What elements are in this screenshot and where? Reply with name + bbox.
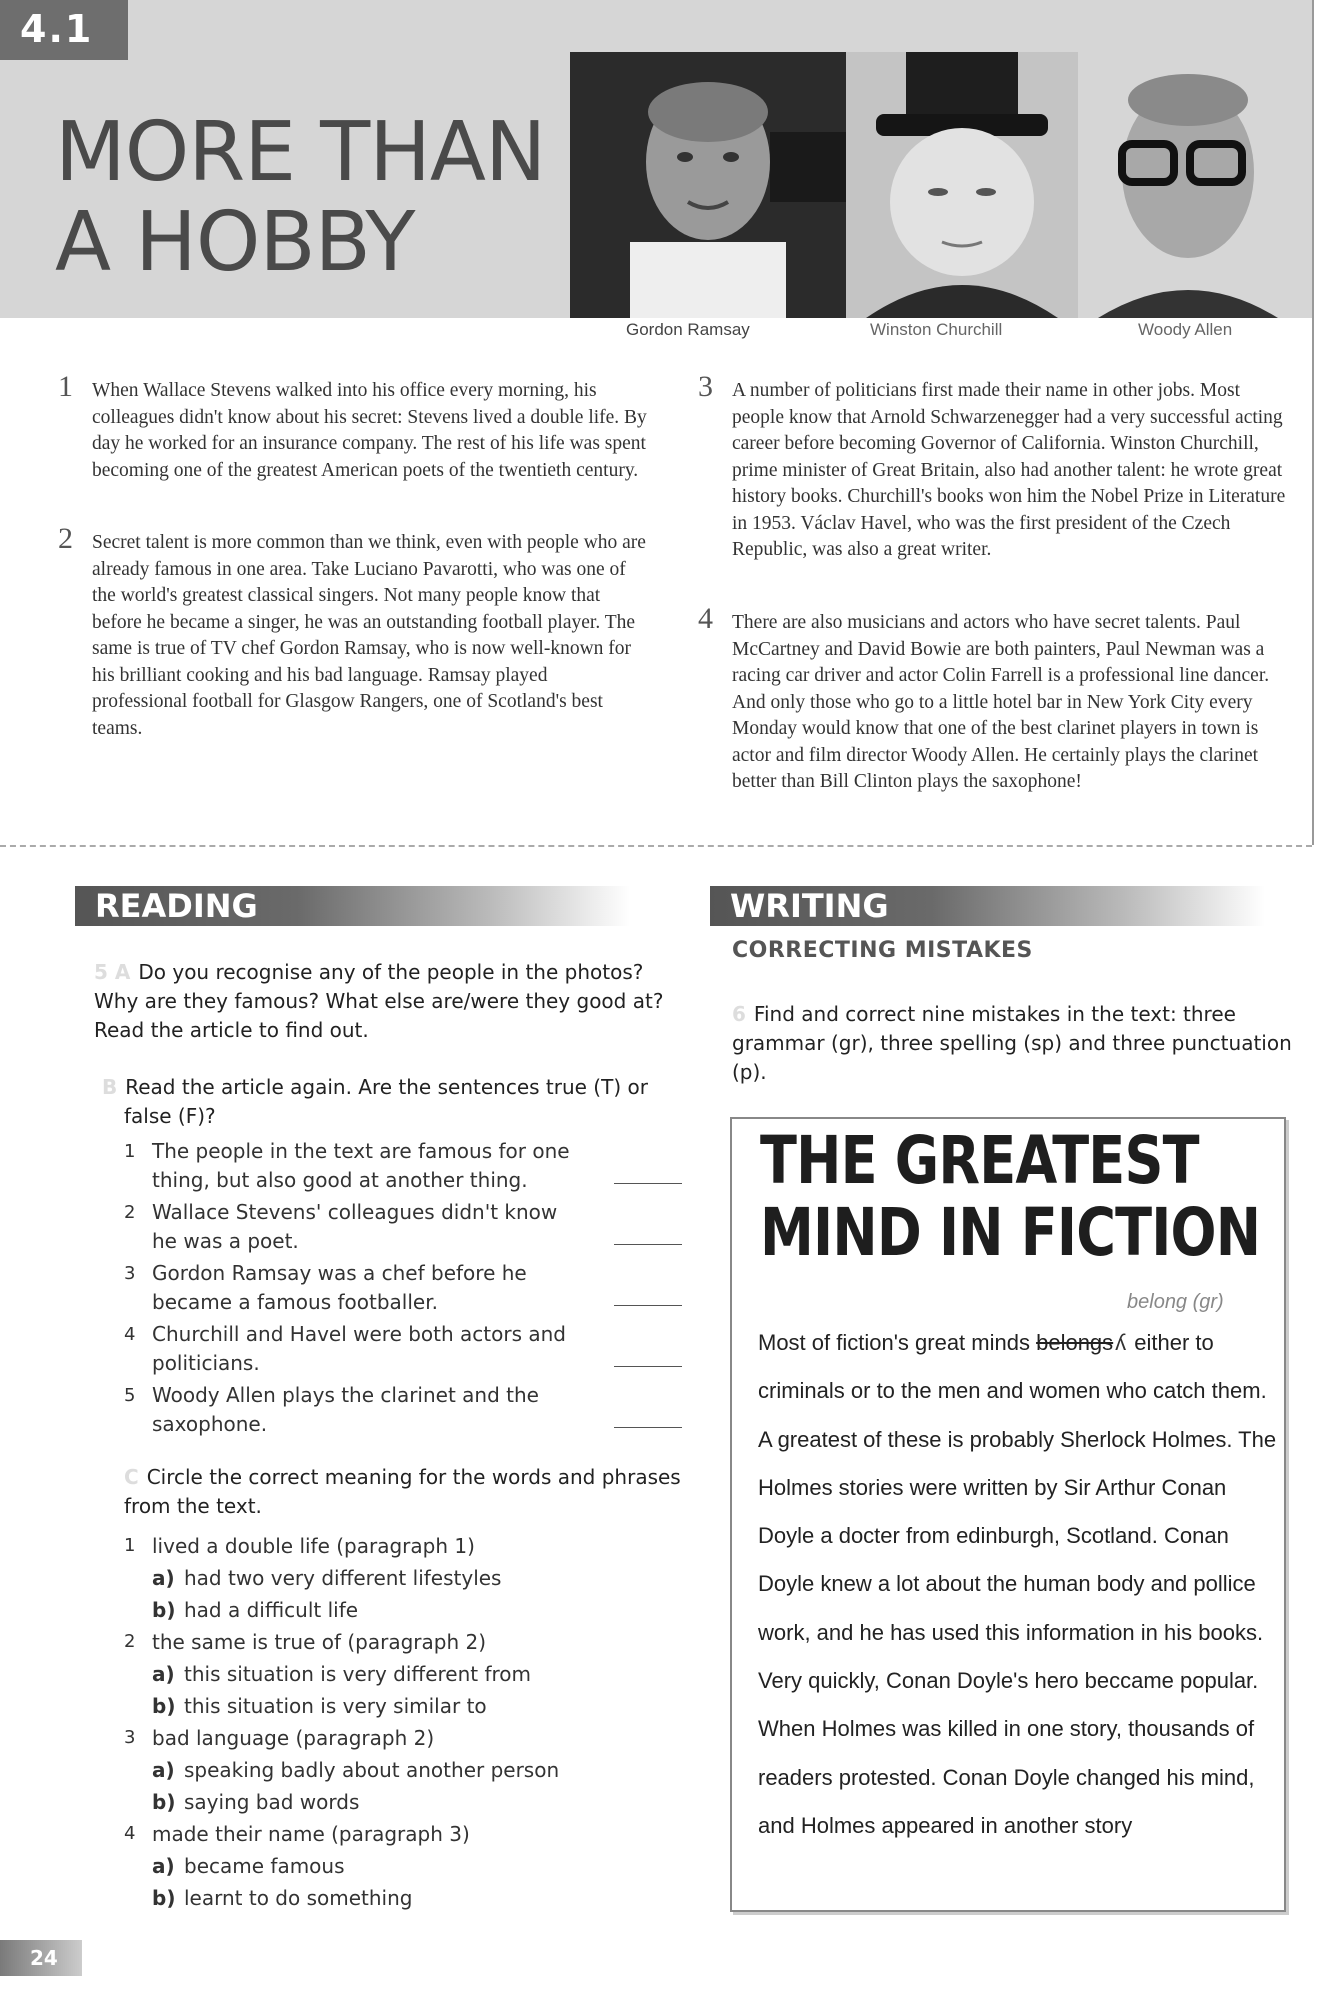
- exercise-instruction: Circle the correct meaning for the words and phrases from the text.: [124, 1465, 681, 1518]
- writing-subheading: CORRECTING MISTAKES: [732, 938, 1033, 963]
- paragraph-number: 2: [58, 522, 73, 555]
- exercise-5c: [124, 1463, 684, 1521]
- list-item: [124, 1381, 694, 1442]
- answer-blank[interactable]: [614, 1366, 682, 1367]
- item-number: 2: [124, 1631, 136, 1652]
- exercise-5b: [102, 1073, 684, 1131]
- true-false-list: [124, 1137, 694, 1442]
- option-text: became famous: [184, 1854, 345, 1878]
- question: [124, 1530, 694, 1562]
- paragraph-number: 1: [58, 370, 73, 403]
- article-paragraph: [58, 522, 647, 742]
- unit-number: 4.1: [0, 0, 128, 60]
- caret-mark: ʎ: [1115, 1330, 1127, 1355]
- item-number: 4: [124, 1324, 136, 1345]
- correction-text-box: [730, 1117, 1286, 1912]
- photo-winston-churchill: [846, 52, 1078, 318]
- photo-captions: [570, 320, 1312, 342]
- option-text: speaking badly about another person: [184, 1758, 560, 1782]
- option-text: this situation is very similar to: [184, 1694, 487, 1718]
- option-b[interactable]: [124, 1690, 694, 1722]
- answer-blank[interactable]: [614, 1183, 682, 1184]
- photo-gordon-ramsay: [570, 52, 846, 318]
- option-letter: b): [152, 1790, 176, 1814]
- item-text: Gordon Ramsay was a chef before he became a famous footballer.: [152, 1261, 527, 1314]
- option-text: had a difficult life: [184, 1598, 359, 1622]
- question-text: lived a double life (paragraph 1): [152, 1534, 475, 1558]
- option-a[interactable]: [124, 1850, 694, 1882]
- question: [124, 1818, 694, 1850]
- list-item: [124, 1137, 694, 1198]
- box-title-line-2: MIND IN FICTION: [760, 1194, 1261, 1271]
- writing-heading: WRITING: [710, 886, 1265, 926]
- article-divider: [0, 845, 1312, 847]
- page-header: [0, 0, 1340, 339]
- question-text: the same is true of (paragraph 2): [152, 1630, 487, 1654]
- article-paragraph: [58, 370, 647, 484]
- option-letter: a): [152, 1854, 175, 1878]
- text-after: either to criminals or to the men and women who catch them. A greatest of these is probably Sherlock Holmes. The Holmes stories were written by Sir Arthur Conan Doyle a docter from edinburgh, Scotland. Conan Doyle knew a lot about the human body and pollice work, and he has used this information in his books. Very quickly, Conan Doyle's hero beccame popular. When Holmes was killed in one story, thousands of readers protested. Conan Doyle changed his mind, and Holmes appeared in another story: [758, 1330, 1277, 1838]
- item-text: Churchill and Havel were both actors and politicians.: [152, 1322, 567, 1375]
- page-number: 24: [0, 1940, 82, 1976]
- option-text: saying bad words: [184, 1790, 360, 1814]
- exercise-label: 6: [732, 1002, 746, 1026]
- reading-heading: READING: [75, 886, 630, 926]
- option-b[interactable]: [124, 1786, 694, 1818]
- option-letter: b): [152, 1598, 176, 1622]
- answer-blank[interactable]: [614, 1427, 682, 1428]
- multiple-choice-list: [124, 1530, 694, 1914]
- question-text: bad language (paragraph 2): [152, 1726, 435, 1750]
- option-letter: a): [152, 1758, 175, 1782]
- item-number: 2: [124, 1202, 136, 1223]
- exercise-5a: [94, 958, 684, 1045]
- article-right-border: [1312, 0, 1314, 845]
- paragraph-number: 3: [698, 370, 713, 403]
- option-text: learnt to do something: [184, 1886, 413, 1910]
- item-number: 5: [124, 1385, 136, 1406]
- item-number: 1: [124, 1141, 136, 1162]
- option-letter: b): [152, 1694, 176, 1718]
- option-letter: b): [152, 1886, 176, 1910]
- item-text: Woody Allen plays the clarinet and the saxophone.: [152, 1383, 539, 1436]
- caption-gordon-ramsay: Gordon Ramsay: [626, 320, 750, 339]
- answer-blank[interactable]: [614, 1305, 682, 1306]
- option-a[interactable]: [124, 1754, 694, 1786]
- item-text: The people in the text are famous for one thing, but also good at another thing.: [152, 1139, 570, 1192]
- paragraph-text: Secret talent is more common than we think, even with people who are already famous in one area. Take Luciano Pavarotti, who was one of the world's greatest classical singers. Not many people know that before he became a singer, he was an outstanding football player. The same is true of TV chef Gordon Ramsay, who is now well-known for his brilliant cooking and his bad language. Ramsay played professional football for Glasgow Rangers, one of Scotland's best teams.: [92, 532, 646, 739]
- box-title: [760, 1122, 1261, 1271]
- photo-woody-allen: [1078, 52, 1312, 318]
- exercise-label: 5 A: [94, 960, 131, 984]
- item-number: 3: [124, 1263, 136, 1284]
- text-before: Most of fiction's great minds: [758, 1330, 1037, 1355]
- struck-word: belongs: [1036, 1330, 1114, 1355]
- title-line-2: A HOBBY: [55, 195, 415, 290]
- option-text: this situation is very different from: [184, 1662, 532, 1686]
- option-b[interactable]: [124, 1594, 694, 1626]
- page-title: [55, 105, 546, 290]
- item-number: 3: [124, 1727, 136, 1748]
- option-letter: a): [152, 1662, 175, 1686]
- list-item: [124, 1198, 694, 1259]
- box-text: [758, 1319, 1278, 1850]
- answer-blank[interactable]: [614, 1244, 682, 1245]
- exercise-label: C: [124, 1465, 139, 1489]
- box-title-line-1: THE GREATEST: [760, 1122, 1199, 1199]
- item-number: 1: [124, 1535, 136, 1556]
- exercise-instruction: Find and correct nine mistakes in the text: three grammar (gr), three spelling (sp) and three punctuation (p).: [732, 1002, 1292, 1084]
- article: [0, 370, 1312, 848]
- caption-woody-allen: Woody Allen: [1138, 320, 1233, 339]
- exercise-instruction: Read the article again. Are the sentences true (T) or false (F)?: [124, 1075, 648, 1128]
- option-b[interactable]: [124, 1882, 694, 1914]
- paragraph-text: A number of politicians first made their name in other jobs. Most people know that Arnold Schwarzenegger had a very successful acting career before becoming Governor of California. Winston Churchill, prime minister of Great Britain, also had another talent: he wrote great history books. Churchill's books won him the Nobel Prize in Literature in 1953. Václav Havel, who was the first president of the Czech Republic, was also a great writer.: [732, 380, 1286, 560]
- question: [124, 1722, 694, 1754]
- list-item: [124, 1320, 694, 1381]
- paragraph-text: There are also musicians and actors who have secret talents. Paul McCartney and David Bowie are both painters, Paul Newman was a racing car driver and actor Colin Farrell is a professional line dancer. And only those who go to a little hotel bar in New York City every Monday would know that one of the best clarinet players in town is actor and film director Woody Allen. He certainly plays the clarinet better than Bill Clinton plays the saxophone!: [732, 612, 1270, 792]
- option-a[interactable]: [124, 1658, 694, 1690]
- exercise-label: B: [102, 1075, 118, 1099]
- handwritten-correction: belong (gr): [1127, 1291, 1224, 1313]
- question: [124, 1626, 694, 1658]
- option-a[interactable]: [124, 1562, 694, 1594]
- item-number: 4: [124, 1823, 136, 1844]
- exercise-instruction: Do you recognise any of the people in the photos? Why are they famous? What else are/were they good at? Read the article to find out.: [94, 960, 664, 1042]
- article-paragraph: [698, 602, 1292, 796]
- caption-winston-churchill: Winston Churchill: [870, 320, 1003, 339]
- paragraph-text: When Wallace Stevens walked into his office every morning, his colleagues didn't know about his secret: Stevens lived a double life. By day he worked for an insurance company. The rest of his life was spent becoming one of the greatest American poets of the twentieth century.: [92, 380, 647, 481]
- photo-strip: [570, 52, 1312, 318]
- question-text: made their name (paragraph 3): [152, 1822, 470, 1846]
- title-line-1: MORE THAN: [55, 105, 546, 200]
- exercise-6: [732, 1000, 1312, 1087]
- list-item: [124, 1259, 694, 1320]
- paragraph-number: 4: [698, 602, 713, 635]
- option-text: had two very different lifestyles: [184, 1566, 502, 1590]
- option-letter: a): [152, 1566, 175, 1590]
- article-paragraph: [698, 370, 1292, 564]
- item-text: Wallace Stevens' colleagues didn't know he was a poet.: [152, 1200, 558, 1253]
